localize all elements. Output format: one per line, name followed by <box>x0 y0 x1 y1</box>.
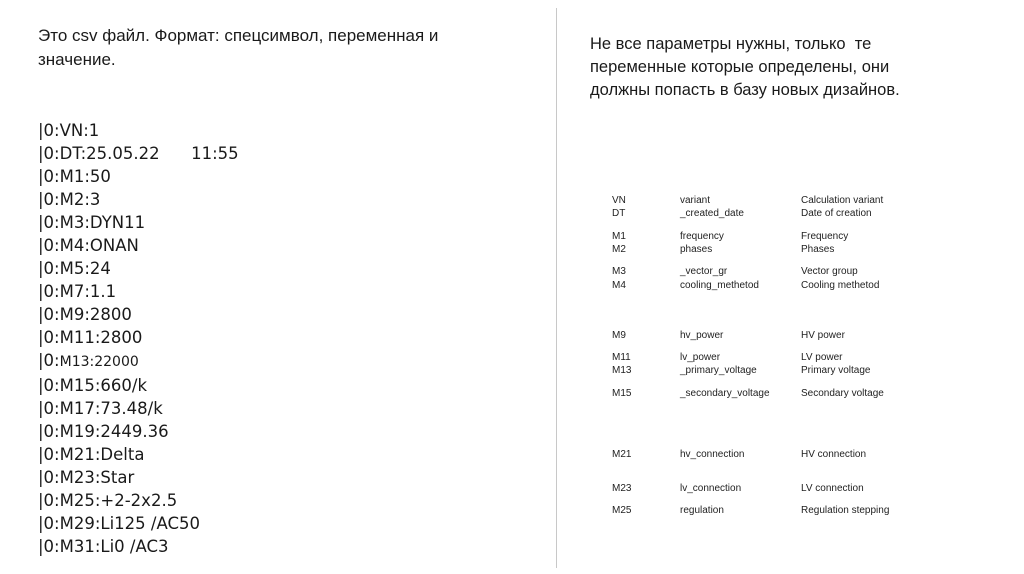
variable-description: Regulation stepping <box>801 505 890 516</box>
variable-name: _secondary_voltage <box>680 388 770 399</box>
column-divider <box>556 8 557 568</box>
variable-code: M2 <box>612 244 626 255</box>
csv-line: |0:M9:2800 <box>38 305 132 324</box>
csv-line: |0:M31:Li0 /AC3 <box>38 537 169 556</box>
variable-code: DT <box>612 208 626 219</box>
variable-name: variant <box>680 195 711 206</box>
variable-description: Phases <box>801 244 835 255</box>
variable-code: M3 <box>612 266 626 277</box>
variable-description: Secondary voltage <box>801 388 884 399</box>
csv-line: |0:M17:73.48/k <box>38 399 163 418</box>
variable-name: lv_connection <box>680 483 742 494</box>
variable-description: Date of creation <box>801 208 872 219</box>
variable-code: M15 <box>612 388 632 399</box>
variable-code: M4 <box>612 280 626 291</box>
variable-code: M23 <box>612 483 632 494</box>
note-line: должны попасть в базу новых дизайнов. <box>590 81 900 99</box>
csv-line: |0:M7:1.1 <box>38 282 117 301</box>
csv-line: |0:M21:Delta <box>38 445 145 464</box>
csv-line: |0:M15:660/k <box>38 376 148 395</box>
csv-line: |0:M2:3 <box>38 190 101 209</box>
csv-line: |0:M1:50 <box>38 167 111 186</box>
intro-line: Это csv файл. Формат: спецсимвол, переменная и <box>38 26 439 45</box>
variable-code: M11 <box>612 352 631 363</box>
csv-line-prefix: |0: <box>38 351 60 370</box>
intro-text <box>38 24 478 72</box>
variable-name: phases <box>680 244 713 255</box>
variable-name: regulation <box>680 505 724 516</box>
csv-line: |0:M29:Li125 /AC50 <box>38 514 200 533</box>
csv-line: |0:M25:+2-2x2.5 <box>38 491 178 510</box>
variable-code: M13 <box>612 365 632 376</box>
csv-line: |0:M5:24 <box>38 259 111 278</box>
intro-line: значение. <box>38 50 116 69</box>
csv-line: |0:DT:25.05.22 11:55 <box>38 144 239 163</box>
csv-line-value: M13:22000 <box>59 354 139 370</box>
variable-name: hv_power <box>680 330 724 341</box>
variable-description: Calculation variant <box>801 195 884 206</box>
note-line: Не все параметры нужны, только те <box>590 35 872 53</box>
variable-description: HV connection <box>801 449 867 460</box>
variable-name: _created_date <box>680 208 744 219</box>
csv-line: |0:VN:1 <box>38 121 100 140</box>
csv-line <box>38 349 239 374</box>
variable-name: _primary_voltage <box>680 365 757 376</box>
note-line: переменные которые определены, они <box>590 58 890 76</box>
csv-line: |0:M3:DYN11 <box>38 213 146 232</box>
note-text <box>590 33 1010 102</box>
variable-name: lv_power <box>680 352 721 363</box>
variable-name: cooling_methetod <box>680 280 759 291</box>
csv-line: |0:M19:2449.36 <box>38 422 169 441</box>
variable-code: M9 <box>612 330 626 341</box>
csv-line: |0:M4:ONAN <box>38 236 139 255</box>
variable-description: LV connection <box>801 483 864 494</box>
variable-name: _vector_gr <box>680 266 728 277</box>
csv-line: |0:M11:2800 <box>38 328 143 347</box>
variable-description: Primary voltage <box>801 365 871 376</box>
csv-line: |0:M23:Star <box>38 468 135 487</box>
variable-name: hv_connection <box>680 449 745 460</box>
variable-description: HV power <box>801 330 845 341</box>
variable-description: Vector group <box>801 266 858 277</box>
variable-description: Frequency <box>801 231 849 242</box>
variable-name: frequency <box>680 231 724 242</box>
variable-description: LV power <box>801 352 843 363</box>
variable-description: Cooling methetod <box>801 280 880 291</box>
variable-code: M21 <box>612 449 632 460</box>
variable-code: VN <box>612 195 626 206</box>
variable-code: M1 <box>612 231 626 242</box>
csv-lines <box>38 119 239 558</box>
variable-code: M25 <box>612 505 632 516</box>
